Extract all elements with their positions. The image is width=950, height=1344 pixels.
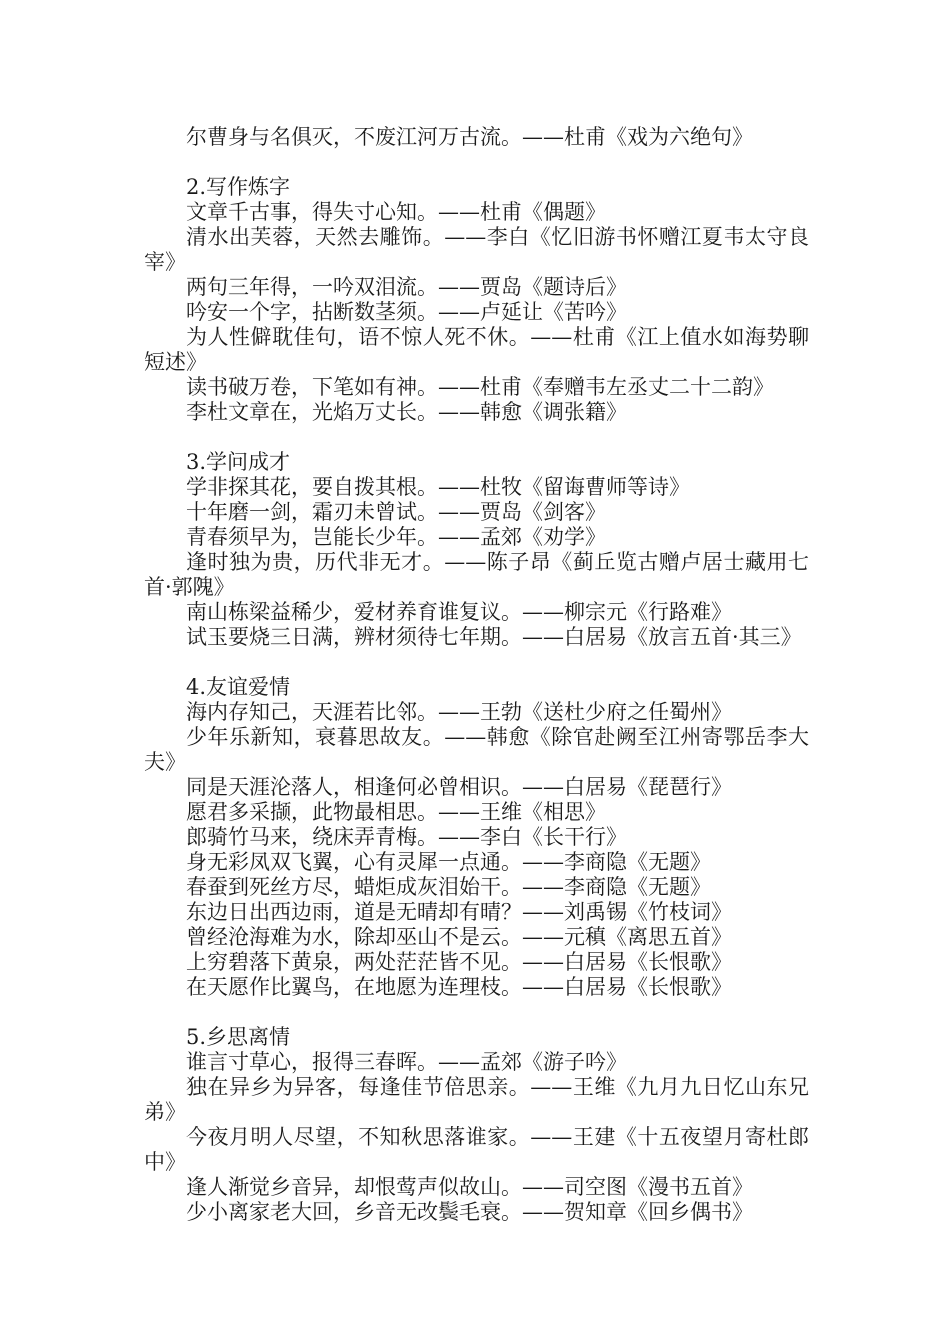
quote-line: 海内存知己，天涯若比邻。——王勃《送杜少府之任蜀州》 bbox=[186, 700, 732, 724]
quote-line: 谁言寸草心，报得三春晖。——孟郊《游子吟》 bbox=[186, 1050, 627, 1074]
section-homesickness bbox=[144, 1025, 809, 1225]
quote-line: 逢时独为贵，历代非无才。——陈子昂《蓟丘览古赠卢居士藏用七首·郭隗》 bbox=[144, 550, 809, 599]
quote-line: 独在异乡为异客，每逢佳节倍思亲。——王维《九月九日忆山东兄弟》 bbox=[144, 1075, 809, 1124]
quote-line: 文章千古事，得失寸心知。——杜甫《偶题》 bbox=[186, 200, 606, 224]
quote-line: 少年乐新知，衰暮思故友。——韩愈《除官赴阙至江州寄鄂岳李大夫》 bbox=[144, 725, 809, 774]
quote-line: 十年磨一剑，霜刃未曾试。——贾岛《剑客》 bbox=[186, 500, 606, 524]
section-friendship-love bbox=[144, 675, 809, 1000]
quote-line: 试玉要烧三日满，辨材须待七年期。——白居易《放言五首·其三》 bbox=[186, 625, 802, 649]
quote-line: 身无彩凤双飞翼，心有灵犀一点通。——李商隐《无题》 bbox=[186, 850, 711, 874]
quote-line: 愿君多采撷，此物最相思。——王维《相思》 bbox=[186, 800, 606, 824]
quote-line: 李杜文章在，光焰万丈长。——韩愈《调张籍》 bbox=[186, 400, 627, 424]
section-learning bbox=[144, 450, 809, 650]
intro-line: 尔曹身与名俱灭，不废江河万古流。——杜甫《戏为六绝句》 bbox=[186, 125, 753, 149]
quote-line: 为人性僻耽佳句，语不惊人死不休。——杜甫《江上值水如海势聊短述》 bbox=[144, 325, 809, 374]
section-heading: 3.学问成才 bbox=[186, 450, 291, 474]
quote-line: 在天愿作比翼鸟，在地愿为连理枝。——白居易《长恨歌》 bbox=[186, 975, 732, 999]
quote-line: 两句三年得，一吟双泪流。——贾岛《题诗后》 bbox=[186, 275, 627, 299]
quote-line: 学非探其花，要自拨其根。——杜牧《留诲曹师等诗》 bbox=[186, 475, 690, 499]
quote-line: 少小离家老大回，乡音无改鬓毛衰。——贺知章《回乡偶书》 bbox=[186, 1200, 753, 1224]
quote-line: 南山栋梁益稀少，爱材养育谁复议。——柳宗元《行路难》 bbox=[186, 600, 732, 624]
quote-line: 上穷碧落下黄泉，两处茫茫皆不见。——白居易《长恨歌》 bbox=[186, 950, 732, 974]
section-heading: 5.乡思离情 bbox=[186, 1025, 291, 1049]
quote-line: 同是天涯沦落人，相逢何必曾相识。——白居易《琵琶行》 bbox=[186, 775, 732, 799]
quote-line: 东边日出西边雨，道是无晴却有晴？——刘禹锡《竹枝词》 bbox=[186, 900, 732, 924]
quote-line: 今夜月明人尽望，不知秋思落谁家。——王建《十五夜望月寄杜郎中》 bbox=[144, 1125, 809, 1174]
quote-line: 逢人渐觉乡音异，却恨莺声似故山。——司空图《漫书五首》 bbox=[186, 1175, 753, 1199]
quote-line: 读书破万卷，下笔如有神。——杜甫《奉赠韦左丞丈二十二韵》 bbox=[186, 375, 774, 399]
document-body bbox=[144, 125, 809, 1225]
section-heading: 4.友谊爱情 bbox=[186, 675, 291, 699]
quote-line: 曾经沧海难为水，除却巫山不是云。——元稹《离思五首》 bbox=[186, 925, 732, 949]
section-heading: 2.写作炼字 bbox=[186, 175, 291, 199]
section-writing bbox=[144, 175, 809, 425]
quote-line: 吟安一个字，拈断数茎须。——卢延让《苦吟》 bbox=[186, 300, 627, 324]
quote-line: 郎骑竹马来，绕床弄青梅。——李白《长干行》 bbox=[186, 825, 627, 849]
quote-line: 春蚕到死丝方尽，蜡炬成灰泪始干。——李商隐《无题》 bbox=[186, 875, 711, 899]
quote-line: 青春须早为，岂能长少年。——孟郊《劝学》 bbox=[186, 525, 606, 549]
quote-line: 清水出芙蓉，天然去雕饰。——李白《忆旧游书怀赠江夏韦太守良宰》 bbox=[144, 225, 809, 274]
